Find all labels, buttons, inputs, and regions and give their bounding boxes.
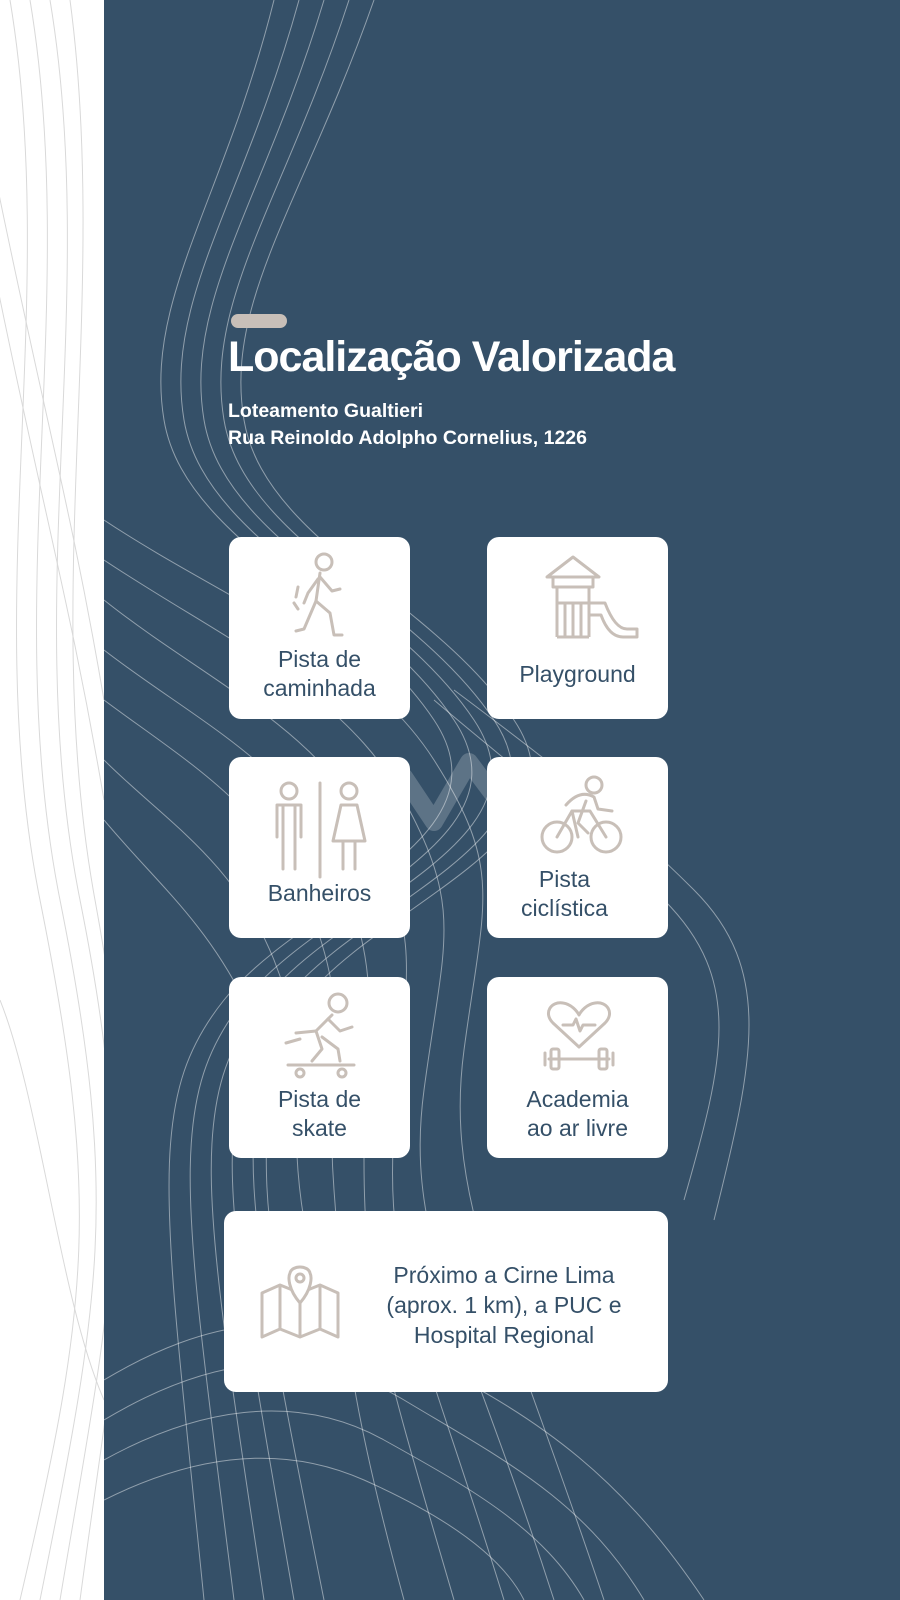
amenity-card-skate-track: [229, 977, 410, 1158]
skateboarder-icon: [282, 991, 358, 1081]
page-title: Localização Valorizada: [228, 333, 675, 381]
map-pin-icon: [258, 1263, 342, 1339]
heart-dumbbell-icon: [541, 999, 617, 1077]
address-line-development: Loteamento Gualtieri: [228, 400, 424, 422]
amenity-label-outdoor-gym: Academia ao ar livre: [526, 1086, 629, 1141]
left-margin-strip: [0, 0, 104, 1600]
address-block: [228, 398, 587, 452]
amenity-card-bike-path: [487, 757, 668, 938]
playground-icon: [543, 553, 641, 643]
amenity-card-outdoor-gym: [487, 977, 668, 1158]
amenity-card-walking-track: [229, 537, 410, 719]
amenity-label-bike-path: Pista ciclística: [521, 866, 608, 921]
amenity-label-walking-track: Pista de caminhada: [263, 646, 376, 701]
amenity-label-playground: Playground: [519, 661, 636, 687]
address-line-street: Rua Reinoldo Adolpho Cornelius, 1226: [228, 427, 587, 449]
location-card: [224, 1211, 668, 1392]
amenity-card-playground: [487, 537, 668, 719]
walking-person-icon: [290, 551, 350, 643]
cyclist-icon: [540, 775, 624, 855]
amenity-label-skate-track: Pista de skate: [277, 1086, 362, 1141]
amenity-card-restrooms: [229, 757, 410, 938]
amenity-label-restrooms: Banheiros: [267, 880, 372, 906]
title-accent-bar: [231, 314, 287, 328]
contour-lines-left: [0, 0, 104, 1600]
location-label: Próximo a Cirne Lima (aprox. 1 km), a PUC e Hospital Regional: [386, 1262, 622, 1348]
restroom-icon: [273, 781, 367, 879]
